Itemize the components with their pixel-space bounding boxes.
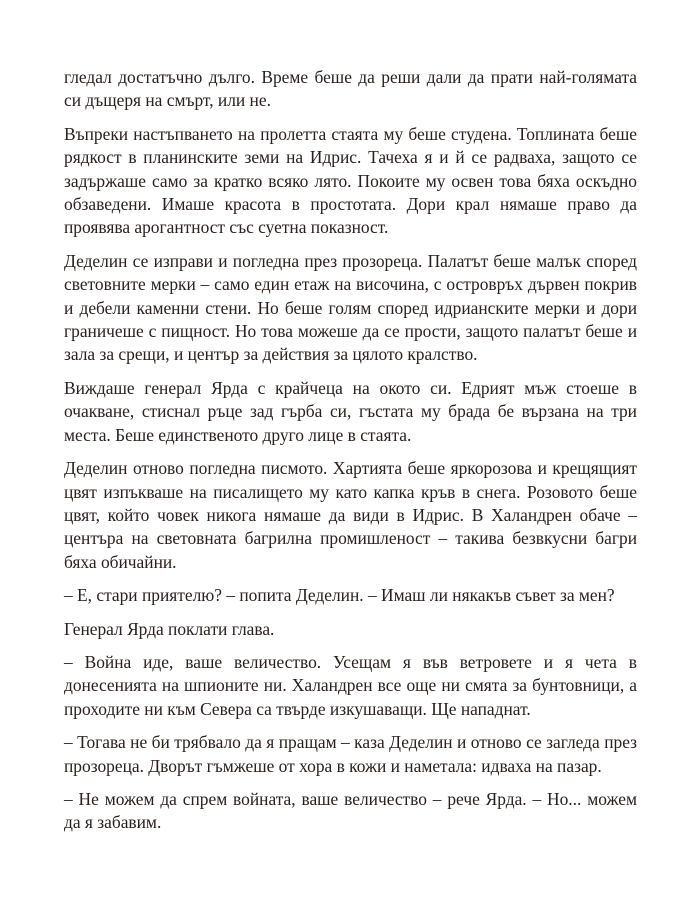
paragraph-5: Деделин отново погледна писмото. Хартията беше яркорозова и крещящият цвят изпъкваше на писалището му като капка кръв в снега. Розовото беше цвят, който човек никога нямаше да види в Идрис. В Халандрен обаче – центъра на световната багрилна промишленост – такива безвкусни багри бяха обичайни. [64, 458, 637, 572]
paragraph-10: – Не можем да спрем войната, ваше величество – рече Ярда. – Но... можем да я забавим. [64, 788, 637, 833]
paragraph-2: Въпреки настъпването на пролетта стаята му беше студена. Топлината беше рядкост в планинските земи на Идрис. Тачеха я и й се радваха, защото се задържаше само за кратко всяко лято. Покоите му освен това бяха оскъдно обзаведени. Имаше красота в простотата. Дори крал нямаше право да проявява арогантност със суетна показност. [64, 123, 637, 238]
paragraph-9: – Тогава не би трябвало да я пращам – каза Деделин и отново се загледа през прозореца. Дворът гъмжеше от хора в кожи и наметала: идваха на пазар. [64, 732, 637, 776]
book-page [64, 66, 637, 845]
paragraph-1: гледал достатъчно дълго. Време беше да реши дали да прати най-голямата си дъщеря на смърт, или не. [64, 67, 637, 111]
paragraph-3: Деделин се изправи и погледна през прозореца. Палатът беше малък според световните мерки – само един етаж на височина, с островръх дървен покрив и дебели каменни стени. Но беше голям според идрианските мерки и дори граничеше с пищност. Но това можеше да се прости, защото палатът беше и зала за срещи, и център за действия за цялото кралство. [64, 250, 637, 365]
paragraph-4: Виждаше генерал Ярда с крайчеца на окото си. Едрият мъж стоеше в очакване, стиснал ръце зад гърба си, гъстата му брада бе вързана на три места. Беше единственото друго лице в стаята. [64, 377, 637, 445]
paragraph-8: – Война иде, ваше величество. Усещам я във ветровете и я чета в донесенията на шпионите ни. Халандрен все още ни смята за бунтовници, а проходите ни към Севера са твърде изкушаващи. Ще нападнат. [64, 651, 637, 719]
paragraph-6: – Е, стари приятелю? – попита Деделин. – Имаш ли някакъв съвет за мен? [64, 585, 615, 606]
paragraph-7: Генерал Ярда поклати глава. [64, 618, 275, 639]
